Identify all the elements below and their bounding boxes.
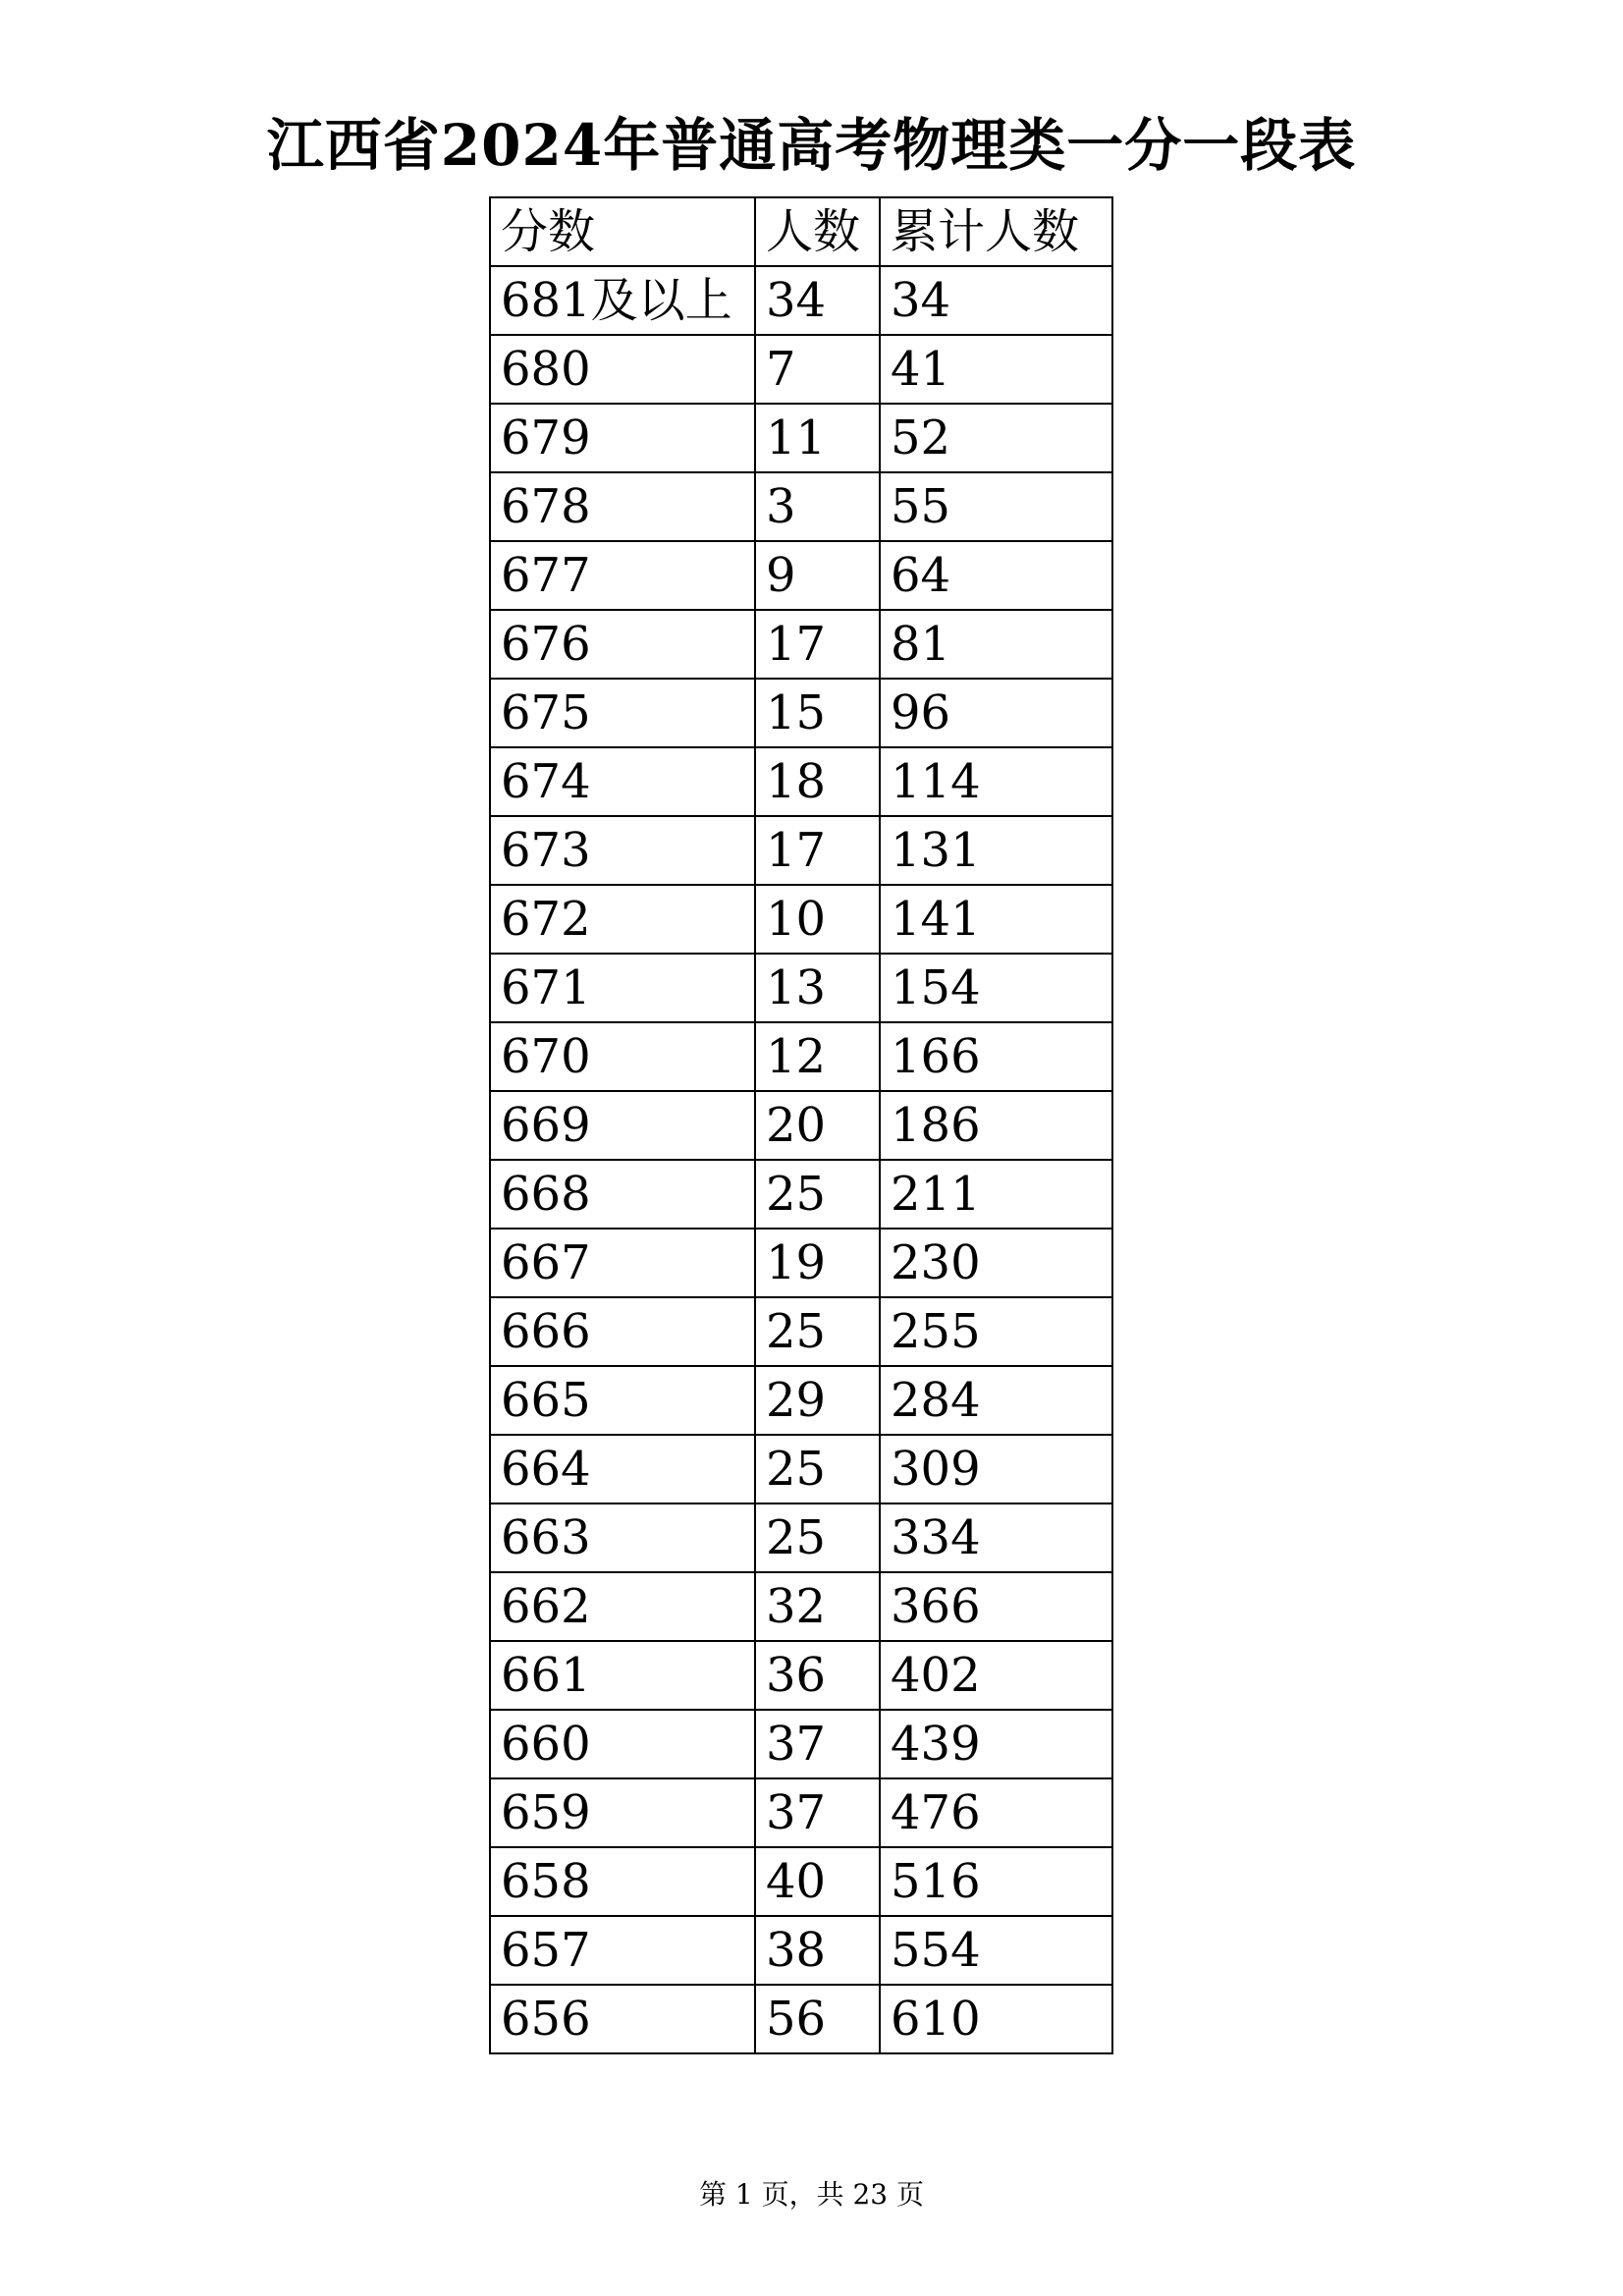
table-row: [490, 1503, 1112, 1572]
page-footer: 第 1 页，共 23 页: [698, 2178, 925, 2211]
count-cell: 32: [755, 1572, 880, 1641]
cumulative-cell: 166: [880, 1022, 1112, 1091]
cumulative-cell: 610: [880, 1985, 1112, 2053]
score-cell: 669: [490, 1091, 755, 1160]
score-cell: 678: [490, 472, 755, 541]
score-cell: 673: [490, 816, 755, 885]
table-header-row: [490, 197, 1112, 266]
count-cell: 19: [755, 1229, 880, 1297]
table-row: [490, 1297, 1112, 1366]
table-row: [490, 1710, 1112, 1778]
cumulative-cell: 554: [880, 1916, 1112, 1985]
score-distribution-table: [489, 196, 1113, 2054]
score-cell: 680: [490, 335, 755, 404]
score-cell: 658: [490, 1847, 755, 1916]
table-row: [490, 1916, 1112, 1985]
table-row: [490, 472, 1112, 541]
table-row: [490, 335, 1112, 404]
table-row: [490, 1022, 1112, 1091]
cumulative-cell: 131: [880, 816, 1112, 885]
score-cell: 679: [490, 404, 755, 472]
cumulative-cell: 334: [880, 1503, 1112, 1572]
score-cell: 657: [490, 1916, 755, 1985]
cumulative-cell: 34: [880, 266, 1112, 335]
count-cell: 12: [755, 1022, 880, 1091]
table-row: [490, 1229, 1112, 1297]
score-cell: 662: [490, 1572, 755, 1641]
score-cell: 668: [490, 1160, 755, 1229]
cumulative-cell: 211: [880, 1160, 1112, 1229]
score-cell: 666: [490, 1297, 755, 1366]
cumulative-cell: 309: [880, 1435, 1112, 1503]
count-cell: 25: [755, 1160, 880, 1229]
cumulative-cell: 516: [880, 1847, 1112, 1916]
count-cell: 56: [755, 1985, 880, 2053]
score-cell: 677: [490, 541, 755, 610]
cumulative-cell: 55: [880, 472, 1112, 541]
score-cell: 670: [490, 1022, 755, 1091]
count-cell: 18: [755, 747, 880, 816]
score-cell: 663: [490, 1503, 755, 1572]
count-cell: 34: [755, 266, 880, 335]
cumulative-cell: 230: [880, 1229, 1112, 1297]
cumulative-cell: 284: [880, 1366, 1112, 1435]
score-cell: 675: [490, 679, 755, 747]
table-row: [490, 1847, 1112, 1916]
count-cell: 37: [755, 1778, 880, 1847]
table-row: [490, 1091, 1112, 1160]
table-row: [490, 1160, 1112, 1229]
count-cell: 38: [755, 1916, 880, 1985]
cumulative-cell: 114: [880, 747, 1112, 816]
cumulative-cell: 186: [880, 1091, 1112, 1160]
score-cell: 671: [490, 954, 755, 1022]
count-cell: 7: [755, 335, 880, 404]
header-score: 分数: [490, 197, 755, 266]
table-row: [490, 1366, 1112, 1435]
page-title: 江西省2024年普通高考物理类一分一段表: [266, 112, 1357, 179]
cumulative-cell: 154: [880, 954, 1112, 1022]
score-cell: 656: [490, 1985, 755, 2053]
cumulative-cell: 41: [880, 335, 1112, 404]
table-row: [490, 541, 1112, 610]
table-row: [490, 1435, 1112, 1503]
score-cell: 661: [490, 1641, 755, 1710]
score-cell: 676: [490, 610, 755, 679]
cumulative-cell: 476: [880, 1778, 1112, 1847]
count-cell: 9: [755, 541, 880, 610]
count-cell: 11: [755, 404, 880, 472]
table-row: [490, 610, 1112, 679]
count-cell: 37: [755, 1710, 880, 1778]
cumulative-cell: 96: [880, 679, 1112, 747]
table-body: [490, 266, 1112, 2053]
cumulative-cell: 255: [880, 1297, 1112, 1366]
cumulative-cell: 81: [880, 610, 1112, 679]
count-cell: 15: [755, 679, 880, 747]
table-row: [490, 954, 1112, 1022]
count-cell: 13: [755, 954, 880, 1022]
table-row: [490, 266, 1112, 335]
score-cell: 665: [490, 1366, 755, 1435]
table-row: [490, 679, 1112, 747]
cumulative-cell: 52: [880, 404, 1112, 472]
count-cell: 25: [755, 1435, 880, 1503]
count-cell: 17: [755, 610, 880, 679]
table-row: [490, 1641, 1112, 1710]
table-row: [490, 1985, 1112, 2053]
cumulative-cell: 402: [880, 1641, 1112, 1710]
header-cumulative: 累计人数: [880, 197, 1112, 266]
count-cell: 20: [755, 1091, 880, 1160]
table-row: [490, 404, 1112, 472]
score-cell: 660: [490, 1710, 755, 1778]
cumulative-cell: 141: [880, 885, 1112, 954]
score-cell: 667: [490, 1229, 755, 1297]
table-row: [490, 816, 1112, 885]
count-cell: 29: [755, 1366, 880, 1435]
count-cell: 3: [755, 472, 880, 541]
count-cell: 25: [755, 1297, 880, 1366]
cumulative-cell: 64: [880, 541, 1112, 610]
count-cell: 25: [755, 1503, 880, 1572]
score-cell: 672: [490, 885, 755, 954]
score-cell: 681及以上: [490, 266, 755, 335]
table-row: [490, 747, 1112, 816]
cumulative-cell: 366: [880, 1572, 1112, 1641]
count-cell: 17: [755, 816, 880, 885]
table-row: [490, 1778, 1112, 1847]
header-count: 人数: [755, 197, 880, 266]
table-row: [490, 885, 1112, 954]
score-cell: 674: [490, 747, 755, 816]
count-cell: 40: [755, 1847, 880, 1916]
table-row: [490, 1572, 1112, 1641]
cumulative-cell: 439: [880, 1710, 1112, 1778]
count-cell: 10: [755, 885, 880, 954]
score-cell: 659: [490, 1778, 755, 1847]
score-cell: 664: [490, 1435, 755, 1503]
count-cell: 36: [755, 1641, 880, 1710]
